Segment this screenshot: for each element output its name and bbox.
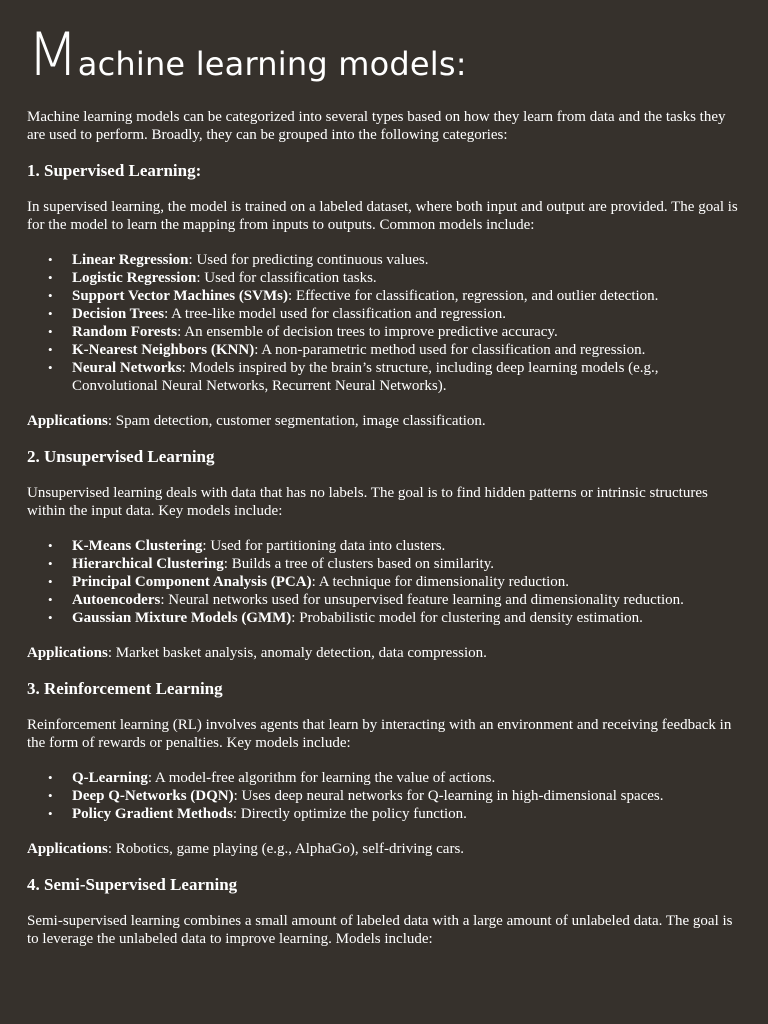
model-text: : A non-parametric method used for classification and regression.: [254, 342, 646, 358]
bullet-icon: •: [48, 592, 53, 607]
bullet-icon: •: [48, 324, 53, 339]
section-heading: 2. Unsupervised Learning: [27, 447, 215, 466]
section-heading: 3. Reinforcement Learning: [27, 679, 223, 698]
model-name: Policy Gradient Methods: [72, 806, 233, 822]
section-description: Semi-supervised learning combines a small amount of labeled data with a large amount of unlabeled data. The goal is to leverage the unlabeled data to improve learning. Models include:: [27, 913, 733, 947]
list-item: [48, 787, 741, 805]
list-item: [48, 573, 741, 591]
list-item: [48, 769, 741, 787]
model-text: : Used for classification tasks.: [196, 270, 377, 286]
bullet-icon: •: [48, 770, 53, 785]
applications-text: : Spam detection, customer segmentation, image classification.: [107, 413, 486, 429]
model-name: Gaussian Mixture Models (GMM): [72, 610, 292, 626]
model-list: [27, 769, 741, 823]
applications-text: : Robotics, game playing (e.g., AlphaGo), self-driving cars.: [107, 841, 465, 857]
list-item: [48, 341, 741, 359]
model-name: Deep Q-Networks (DQN): [72, 788, 234, 804]
model-name: K-Nearest Neighbors (KNN): [72, 342, 255, 358]
bullet-icon: •: [48, 252, 53, 267]
model-text: : A model-free algorithm for learning the value of actions.: [147, 770, 496, 786]
model-text: : Used for partitioning data into clusters.: [202, 538, 446, 554]
list-item: [48, 305, 741, 323]
model-text: : A tree-like model used for classification and regression.: [164, 306, 507, 322]
list-item: [48, 251, 741, 269]
model-name: Principal Component Analysis (PCA): [72, 574, 312, 590]
bullet-icon: •: [48, 806, 53, 821]
model-name: Autoencoders: [72, 592, 161, 608]
bullet-icon: •: [48, 306, 53, 321]
model-name: K-Means Clustering: [72, 538, 203, 554]
model-text: : Neural networks used for unsupervised feature learning and dimensionality reduction.: [160, 592, 684, 608]
section-heading: 1. Supervised Learning:: [27, 161, 202, 180]
intro-paragraph: Machine learning models can be categorized into several types based on how they learn from data and the tasks they are used to perform. Broadly, they can be grouped into the following categories:: [27, 109, 726, 143]
section-description: In supervised learning, the model is trained on a labeled dataset, where both input and output are provided. The goal is for the model to learn the mapping from inputs to outputs. Common models include:: [27, 199, 738, 233]
applications-paragraph: [27, 840, 741, 858]
applications-text: : Market basket analysis, anomaly detection, data compression.: [107, 645, 487, 661]
model-text: : An ensemble of decision trees to improve predictive accuracy.: [177, 324, 558, 340]
bullet-icon: •: [48, 360, 53, 375]
bullet-icon: •: [48, 556, 53, 571]
model-list: [27, 251, 741, 395]
list-item: [48, 609, 741, 627]
model-text: : Used for predicting continuous values.: [188, 252, 429, 268]
list-item: [48, 287, 741, 305]
model-name: Hierarchical Clustering: [72, 556, 224, 572]
model-name: Linear Regression: [72, 252, 189, 268]
title-initial: M: [27, 20, 78, 90]
list-item: [48, 805, 741, 823]
bullet-icon: •: [48, 270, 53, 285]
model-text: : Builds a tree of clusters based on similarity.: [223, 556, 495, 572]
list-item: [48, 323, 741, 341]
list-item: [48, 359, 741, 395]
model-text: : Directly optimize the policy function.: [232, 806, 467, 822]
section-heading: 4. Semi-Supervised Learning: [27, 875, 238, 894]
model-text: : Probabilistic model for clustering and density estimation.: [291, 610, 643, 626]
list-item: [48, 269, 741, 287]
page-title: [27, 0, 741, 88]
bullet-icon: •: [48, 788, 53, 803]
applications-paragraph: [27, 644, 741, 662]
model-name: Q-Learning: [72, 770, 148, 786]
model-name: Random Forests: [72, 324, 178, 340]
model-name: Logistic Regression: [72, 270, 197, 286]
bullet-icon: •: [48, 342, 53, 357]
model-name: Neural Networks: [72, 360, 182, 376]
section-description: Reinforcement learning (RL) involves agents that learn by interacting with an environment and receiving feedback in the form of rewards or penalties. Key models include:: [27, 717, 732, 751]
bullet-icon: •: [48, 574, 53, 589]
list-item: [48, 555, 741, 573]
applications-label: Applications: [27, 413, 108, 429]
bullet-icon: •: [48, 610, 53, 625]
model-list: [27, 537, 741, 627]
list-item: [48, 537, 741, 555]
model-name: Support Vector Machines (SVMs): [72, 288, 288, 304]
section-supervised: [27, 161, 741, 430]
applications-label: Applications: [27, 645, 108, 661]
applications-label: Applications: [27, 841, 108, 857]
bullet-icon: •: [48, 288, 53, 303]
section-semi-supervised: [27, 875, 741, 948]
list-item: [48, 591, 741, 609]
bullet-icon: •: [48, 538, 53, 553]
model-name: Decision Trees: [72, 306, 165, 322]
model-text: : Models inspired by the brain’s structure, including deep learning models (e.g., Convolutional Neural Networks, Recurrent Neural Networks).: [72, 360, 659, 394]
model-text: : A technique for dimensionality reduction.: [311, 574, 570, 590]
section-unsupervised: [27, 447, 741, 662]
section-description: Unsupervised learning deals with data that has no labels. The goal is to find hidden patterns or intrinsic structures within the input data. Key models include:: [27, 485, 708, 519]
applications-paragraph: [27, 412, 741, 430]
title-rest: achine learning models:: [77, 45, 467, 83]
section-reinforcement: [27, 679, 741, 858]
model-text: : Effective for classification, regression, and outlier detection.: [287, 288, 659, 304]
model-text: : Uses deep neural networks for Q-learning in high-dimensional spaces.: [233, 788, 664, 804]
